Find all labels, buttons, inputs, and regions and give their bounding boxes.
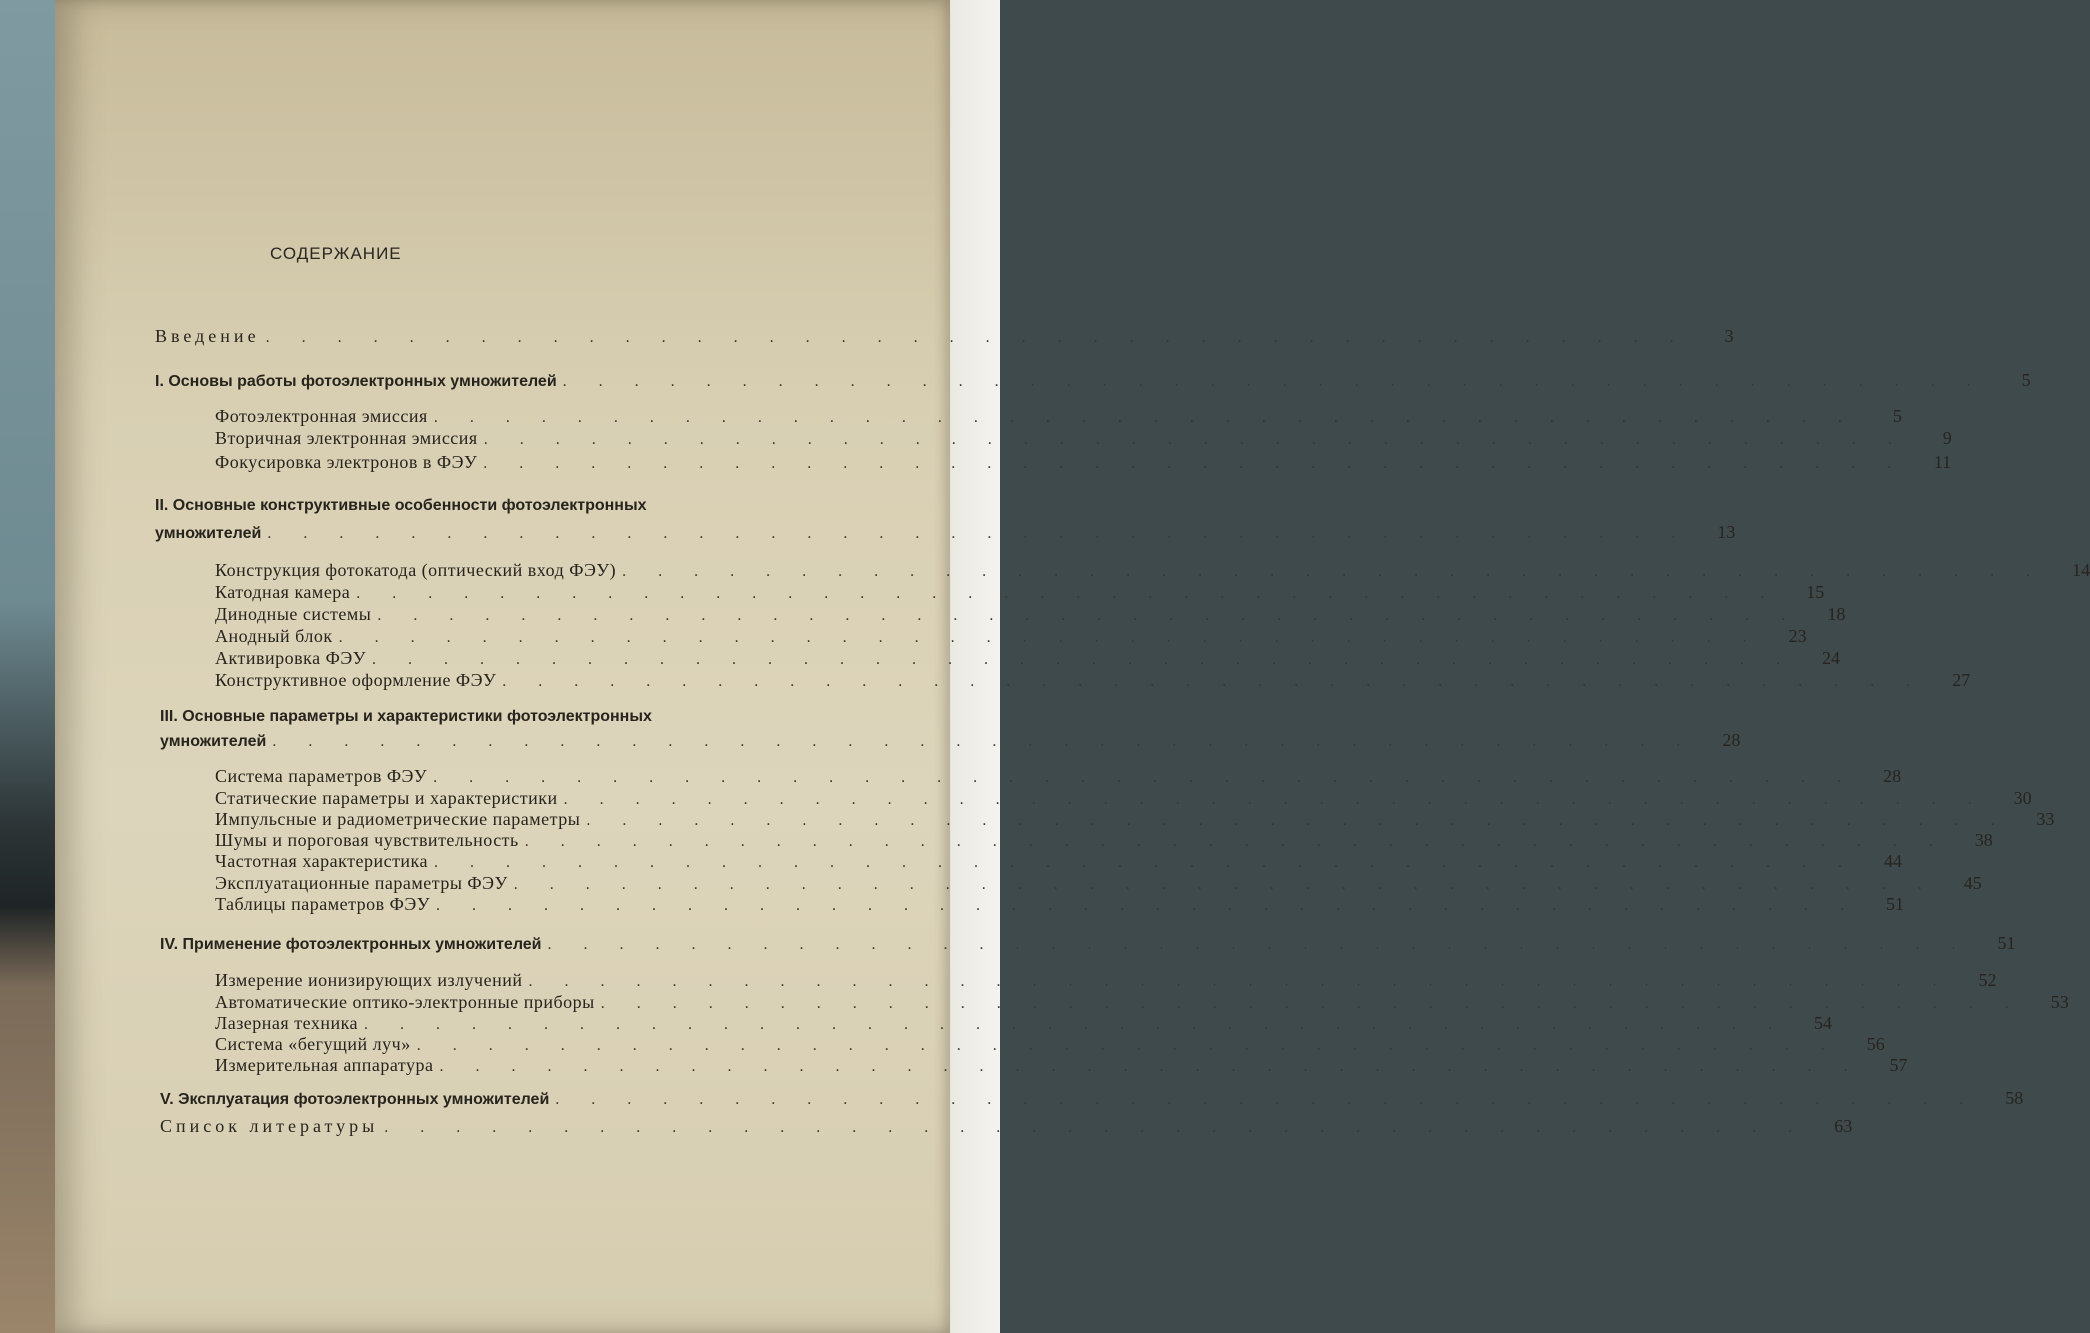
toc-page-number: 3 <box>1724 326 1734 346</box>
toc-entry-chapter-1 <box>155 370 2031 391</box>
toc-entry-bibliography <box>160 1116 1853 1137</box>
toc-entry <box>215 560 2090 581</box>
toc-label: Фокусировка электронов в ФЭУ <box>215 452 478 472</box>
toc-entry <box>215 809 2055 830</box>
toc-leader-dots: . . . . . . . . . . . . . . . . . . . . . . . . . . . . . . . . . . . . . . . . <box>272 733 1695 750</box>
toc-label: Конструкция фотокатода (оптический вход ФЭУ) <box>215 560 617 580</box>
toc-label: Катодная камера <box>215 582 351 602</box>
toc-label: Фотоэлектронная эмиссия <box>215 406 428 426</box>
toc-page-number: 44 <box>1884 851 1903 871</box>
toc-entry <box>215 992 2069 1013</box>
toc-leader-dots: . . . . . . . . . . . . . . . . . . . . . . . . . . . . . . . . . . . . . . . . <box>436 897 1859 914</box>
toc-leader-dots: . . . . . . . . . . . . . . . . . . . . . . . . . . . . . . . . . . . . . . . . <box>622 563 2045 580</box>
toc-page-number: 9 <box>1942 428 1952 448</box>
toc-label: умножителей <box>160 733 267 750</box>
toc-leader-dots: . . . . . . . . . . . . . . . . . . . . . . . . . . . . . . . . . . . . . . . . <box>356 585 1779 602</box>
toc-entry <box>215 626 1807 647</box>
toc-page-number: 27 <box>1952 670 1971 690</box>
toc-leader-dots: . . . . . . . . . . . . . . . . . . . . . . . . . . . . . . . . . . . . . . . . <box>364 1016 1787 1033</box>
toc-page-number: 58 <box>2005 1088 2024 1108</box>
toc-entry-chapter-3 <box>160 708 925 726</box>
toc-page-number: 5 <box>1892 406 1902 426</box>
toc-entry <box>215 970 1997 991</box>
toc-entry <box>215 582 1825 603</box>
toc-page-number: 56 <box>1866 1034 1885 1054</box>
toc-page-number: 24 <box>1821 648 1840 668</box>
toc-page-number: 57 <box>1889 1055 1908 1075</box>
toc-page-number: 52 <box>1978 970 1997 990</box>
toc-entry <box>215 788 2032 809</box>
toc-label: Система «бегущий луч» <box>215 1034 411 1054</box>
toc-label: III. Основные параметры и характеристики фотоэлектронных <box>160 708 652 725</box>
toc-entry-chapter-2 <box>155 497 925 515</box>
toc-leader-dots: . . . . . . . . . . . . . . . . . . . . . . . . . . . . . . . . . . . . . . . . <box>416 1037 1839 1054</box>
toc-label: Вторичная электронная эмиссия <box>215 428 478 448</box>
toc-leader-dots: . . . . . . . . . . . . . . . . . . . . . . . . . . . . . . . . . . . . . . . . <box>563 791 1986 808</box>
toc-label: умножителей <box>155 525 262 542</box>
toc-leader-dots: . . . . . . . . . . . . . . . . . . . . . . . . . . . . . . . . . . . . . . . . <box>586 812 2009 829</box>
toc-leader-dots: . . . . . . . . . . . . . . . . . . . . . . . . . . . . . . . . . . . . . . . . <box>433 409 1856 426</box>
toc-page-number: 63 <box>1834 1116 1853 1136</box>
toc-label: I. Основы работы фотоэлектронных умножителей <box>155 373 557 390</box>
toc-entry <box>215 1034 1885 1055</box>
toc-label: V. Эксплуатация фотоэлектронных умножителей <box>160 1091 550 1108</box>
toc-label: Динодные системы <box>215 604 372 624</box>
toc-label: Конструктивное оформление ФЭУ <box>215 670 497 690</box>
toc-entry <box>215 894 1905 915</box>
toc-entry <box>215 452 1952 473</box>
toc-page-number: 15 <box>1806 582 1825 602</box>
toc-entry <box>215 406 1902 427</box>
toc-label: Введение <box>155 326 260 346</box>
toc-page-number: 54 <box>1814 1013 1833 1033</box>
toc-page-number: 5 <box>2021 370 2031 390</box>
toc-leader-dots: . . . . . . . . . . . . . . . . . . . . . . . . . . . . . . . . . . . . . . . . <box>524 833 1947 850</box>
toc-leader-dots: . . . . . . . . . . . . . . . . . . . . . . . . . . . . . . . . . . . . . . . . <box>483 431 1906 448</box>
book-page <box>55 0 2090 1333</box>
toc-leader-dots: . . . . . . . . . . . . . . . . . . . . . . . . . . . . . . . . . . . . . . . . <box>555 1091 1978 1108</box>
toc-entry <box>215 873 1982 894</box>
toc-page-number: 18 <box>1827 604 1846 624</box>
toc-leader-dots: . . . . . . . . . . . . . . . . . . . . . . . . . . . . . . . . . . . . . . . . <box>377 607 1800 624</box>
toc-leader-dots: . . . . . . . . . . . . . . . . . . . . . . . . . . . . . . . . . . . . . . . . <box>384 1119 1807 1136</box>
toc-page-number: 11 <box>1933 452 1952 472</box>
toc-label: Лазерная техника <box>215 1013 359 1033</box>
toc-entry <box>215 1013 1833 1034</box>
toc-label: Импульсные и радиометрические параметры <box>215 809 581 829</box>
toc-entry-chapter-3-cont <box>160 730 1741 751</box>
toc-entry <box>215 851 1903 872</box>
toc-entry <box>215 648 1840 669</box>
toc-leader-dots: . . . . . . . . . . . . . . . . . . . . . . . . . . . . . . . . . . . . . . . . <box>265 329 1688 346</box>
toc-page-number: 38 <box>1974 830 1993 850</box>
toc-label: Измерение ионизирующих излучений <box>215 970 523 990</box>
toc-entry <box>215 670 1971 691</box>
toc-leader-dots: . . . . . . . . . . . . . . . . . . . . . . . . . . . . . . . . . . . . . . . . <box>267 525 1690 542</box>
toc-leader-dots: . . . . . . . . . . . . . . . . . . . . . . . . . . . . . . . . . . . . . . . . <box>439 1058 1862 1075</box>
toc-label: Анодный блок <box>215 626 333 646</box>
toc-label: II. Основные конструктивные особенности фотоэлектронных <box>155 497 647 514</box>
toc-label: IV. Применение фотоэлектронных умножителей <box>160 936 542 953</box>
toc-page-number: 53 <box>2050 992 2069 1012</box>
toc-label: Автоматические оптико-электронные приборы <box>215 992 595 1012</box>
toc-label: Таблицы параметров ФЭУ <box>215 894 431 914</box>
toc-page-number: 23 <box>1788 626 1807 646</box>
toc-entry-chapter-5 <box>160 1088 2024 1109</box>
toc-leader-dots: . . . . . . . . . . . . . . . . . . . . . . . . . . . . . . . . . . . . . . . . <box>513 876 1936 893</box>
toc-entry <box>215 428 1952 449</box>
toc-page-number: 28 <box>1883 766 1902 786</box>
toc-entry-chapter-2-cont <box>155 522 1736 543</box>
toc-page-number: 33 <box>2036 809 2055 829</box>
toc-label: Частотная характеристика <box>215 851 429 871</box>
toc-label: Шумы и пороговая чувствительность <box>215 830 519 850</box>
toc-label: Эксплуатационные параметры ФЭУ <box>215 873 508 893</box>
toc-entry <box>215 604 1846 625</box>
toc-label: Активировка ФЭУ <box>215 648 366 668</box>
toc-entry <box>215 830 1993 851</box>
toc-leader-dots: . . . . . . . . . . . . . . . . . . . . . . . . . . . . . . . . . . . . . . . . <box>562 373 1985 390</box>
toc-leader-dots: . . . . . . . . . . . . . . . . . . . . . . . . . . . . . . . . . . . . . . . . <box>528 973 1951 990</box>
toc-label: Статические параметры и характеристики <box>215 788 558 808</box>
toc-entry-chapter-4 <box>160 933 2016 954</box>
toc-leader-dots: . . . . . . . . . . . . . . . . . . . . . . . . . . . . . . . . . . . . . . . . <box>547 936 1970 953</box>
toc-page-number: 14 <box>2072 560 2090 580</box>
toc-page-number: 45 <box>1963 873 1982 893</box>
toc-label: Измерительная аппаратура <box>215 1055 434 1075</box>
toc-leader-dots: . . . . . . . . . . . . . . . . . . . . . . . . . . . . . . . . . . . . . . . . <box>338 629 1761 646</box>
toc-leader-dots: . . . . . . . . . . . . . . . . . . . . . . . . . . . . . . . . . . . . . . . . <box>433 769 1856 786</box>
toc-label: Список литературы <box>160 1116 379 1136</box>
toc-entry <box>215 766 1902 787</box>
toc-page-number: 51 <box>1886 894 1905 914</box>
toc-leader-dots: . . . . . . . . . . . . . . . . . . . . . . . . . . . . . . . . . . . . . . . . <box>434 854 1857 871</box>
toc-leader-dots: . . . . . . . . . . . . . . . . . . . . . . . . . . . . . . . . . . . . . . . . <box>502 673 1925 690</box>
toc-label: Система параметров ФЭУ <box>215 766 428 786</box>
toc-page-number: 28 <box>1722 730 1741 750</box>
toc-leader-dots: . . . . . . . . . . . . . . . . . . . . . . . . . . . . . . . . . . . . . . . . <box>483 455 1906 472</box>
toc-entry-introduction <box>155 326 1734 347</box>
toc-leader-dots: . . . . . . . . . . . . . . . . . . . . . . . . . . . . . . . . . . . . . . . . <box>600 995 2023 1012</box>
page-title: СОДЕРЖАНИЕ <box>270 244 402 263</box>
toc-leader-dots: . . . . . . . . . . . . . . . . . . . . . . . . . . . . . . . . . . . . . . . . <box>371 651 1794 668</box>
toc-entry <box>215 1055 1908 1076</box>
toc-page-number: 51 <box>1997 933 2016 953</box>
toc-page-number: 13 <box>1717 522 1736 542</box>
toc-page-number: 30 <box>2013 788 2032 808</box>
